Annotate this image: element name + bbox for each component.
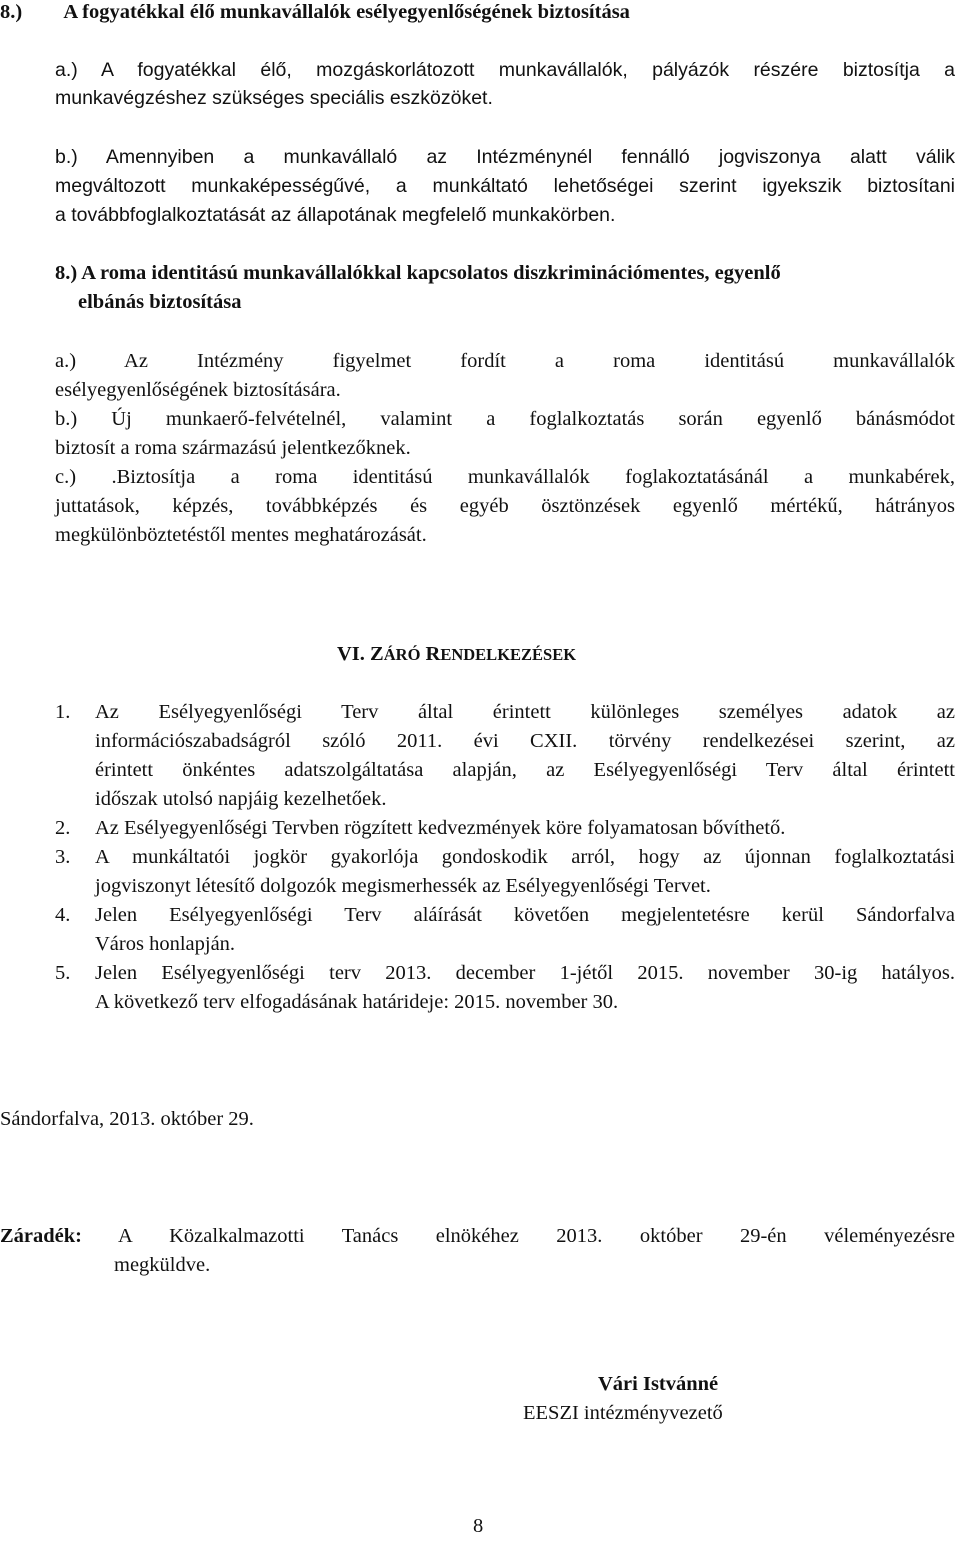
section-8-roma-b-line2: biztosít a roma származású jelentkezőknek. xyxy=(55,437,411,459)
page-number: 8 xyxy=(473,1515,484,1537)
closing-item-2-number: 2. xyxy=(55,817,71,839)
closing-heading-z: Z xyxy=(370,643,384,665)
section-8-heading xyxy=(0,0,630,24)
section-8-roma-heading-line2: elbánás biztosítása xyxy=(78,291,242,313)
closing-item-1-line2: információszabadságról szóló 2011. évi CXII. törvény rendelkezései szerint, az xyxy=(95,730,955,752)
closing-item-3-line1: A munkáltatói jogkör gyakorlója gondoskodik arról, hogy az újonnan foglalkoztatási xyxy=(95,846,955,868)
section-8-heading-text: A fogyatékkal élő munkavállalók esélyegyenlőségének biztosítása xyxy=(63,1,630,23)
clause-label: Záradék: xyxy=(0,1225,82,1247)
section-8-roma-a-line2: esélyegyenlőségének biztosítására. xyxy=(55,379,341,401)
closing-heading xyxy=(337,642,576,667)
closing-heading-rest: ENDELKEZÉSEK xyxy=(440,645,577,664)
section-8-a-line1: a.) A fogyatékkal élő, mozgáskorlátozott munkavállalók, pályázók részére biztosítja a xyxy=(55,59,955,81)
closing-item-3-number: 3. xyxy=(55,846,71,868)
section-8-roma-c-line1: c.) .Biztosítja a roma identitású munkavállalók foglakoztatásánál a munkabérek, xyxy=(55,466,955,488)
closing-item-1-line4: időszak utolsó napjáig kezelhetőek. xyxy=(95,788,387,810)
section-8-heading-number: 8.) xyxy=(0,1,23,23)
section-8-roma-c-line2: juttatások, képzés, továbbképzés és egyéb ösztönzések egyenlő mértékű, hátrányos xyxy=(55,495,955,517)
closing-item-1-line3: érintett önkéntes adatszolgáltatása alapján, az Esélyegyenlőségi Terv által érintett xyxy=(95,759,955,781)
section-8-roma-b-line1: b.) Új munkaerő-felvételnél, valamint a foglalkoztatás során egyenlő bánásmódot xyxy=(55,408,955,430)
signature-name: Vári Istvánné xyxy=(598,1373,719,1395)
closing-item-5-line2: A következő terv elfogadásának határideje: 2015. november 30. xyxy=(95,991,619,1013)
signature-title: EESZI intézményvezető xyxy=(523,1402,723,1424)
closing-item-4-number: 4. xyxy=(55,904,71,926)
section-8-b-line3: a továbbfoglalkoztatását az állapotának megfelelő munkakörben. xyxy=(55,204,616,226)
closing-item-1-line1: Az Esélyegyenlőségi Terv által érintett különleges személyes adatok az xyxy=(95,701,955,723)
closing-item-3-line2: jogviszonyt létesítő dolgozók megismerhessék az Esélyegyenlőségi Tervet. xyxy=(95,875,711,897)
clause-line1: A Közalkalmazotti Tanács elnökéhez 2013. október 29-én véleményezésre xyxy=(118,1225,955,1247)
closing-item-1-number: 1. xyxy=(55,701,71,723)
section-8-b-line2: megváltozott munkaképességűvé, a munkáltató lehetőségei szerint igyekszik biztosítani xyxy=(55,175,955,197)
closing-item-4-line1: Jelen Esélyegyenlőségi Terv aláírását követően megjelentetésre kerül Sándorfalva xyxy=(95,904,955,926)
section-8-a-line2: munkavégzéshez szükséges speciális eszközöket. xyxy=(55,87,493,109)
closing-item-5-line1: Jelen Esélyegyenlőségi terv 2013. december 1-jétől 2015. november 30-ig hatályos. xyxy=(95,962,955,984)
closing-heading-r: R xyxy=(425,643,441,665)
section-8-roma-c-line3: megkülönböztetéstől mentes meghatározását. xyxy=(55,524,427,546)
closing-heading-roman: VI. xyxy=(337,643,365,665)
clause-line2: megküldve. xyxy=(114,1254,211,1276)
section-8-roma-a-line1: a.) Az Intézmény figyelmet fordít a roma identitású munkavállalók xyxy=(55,350,955,372)
section-8-roma-heading-line1: 8.) A roma identitású munkavállalókkal kapcsolatos diszkriminációmentes, egyenlő xyxy=(55,262,781,284)
place-date: Sándorfalva, 2013. október 29. xyxy=(0,1108,254,1130)
section-8-b-line1: b.) Amennyiben a munkavállaló az Intézménynél fennálló jogviszonya alatt válik xyxy=(55,146,955,168)
closing-item-2-line1: Az Esélyegyenlőségi Tervben rögzített kedvezmények köre folyamatosan bővíthető. xyxy=(95,817,786,839)
closing-heading-aro: ÁRÓ xyxy=(383,645,421,664)
closing-item-4-line2: Város honlapján. xyxy=(95,933,236,955)
closing-item-5-number: 5. xyxy=(55,962,71,984)
